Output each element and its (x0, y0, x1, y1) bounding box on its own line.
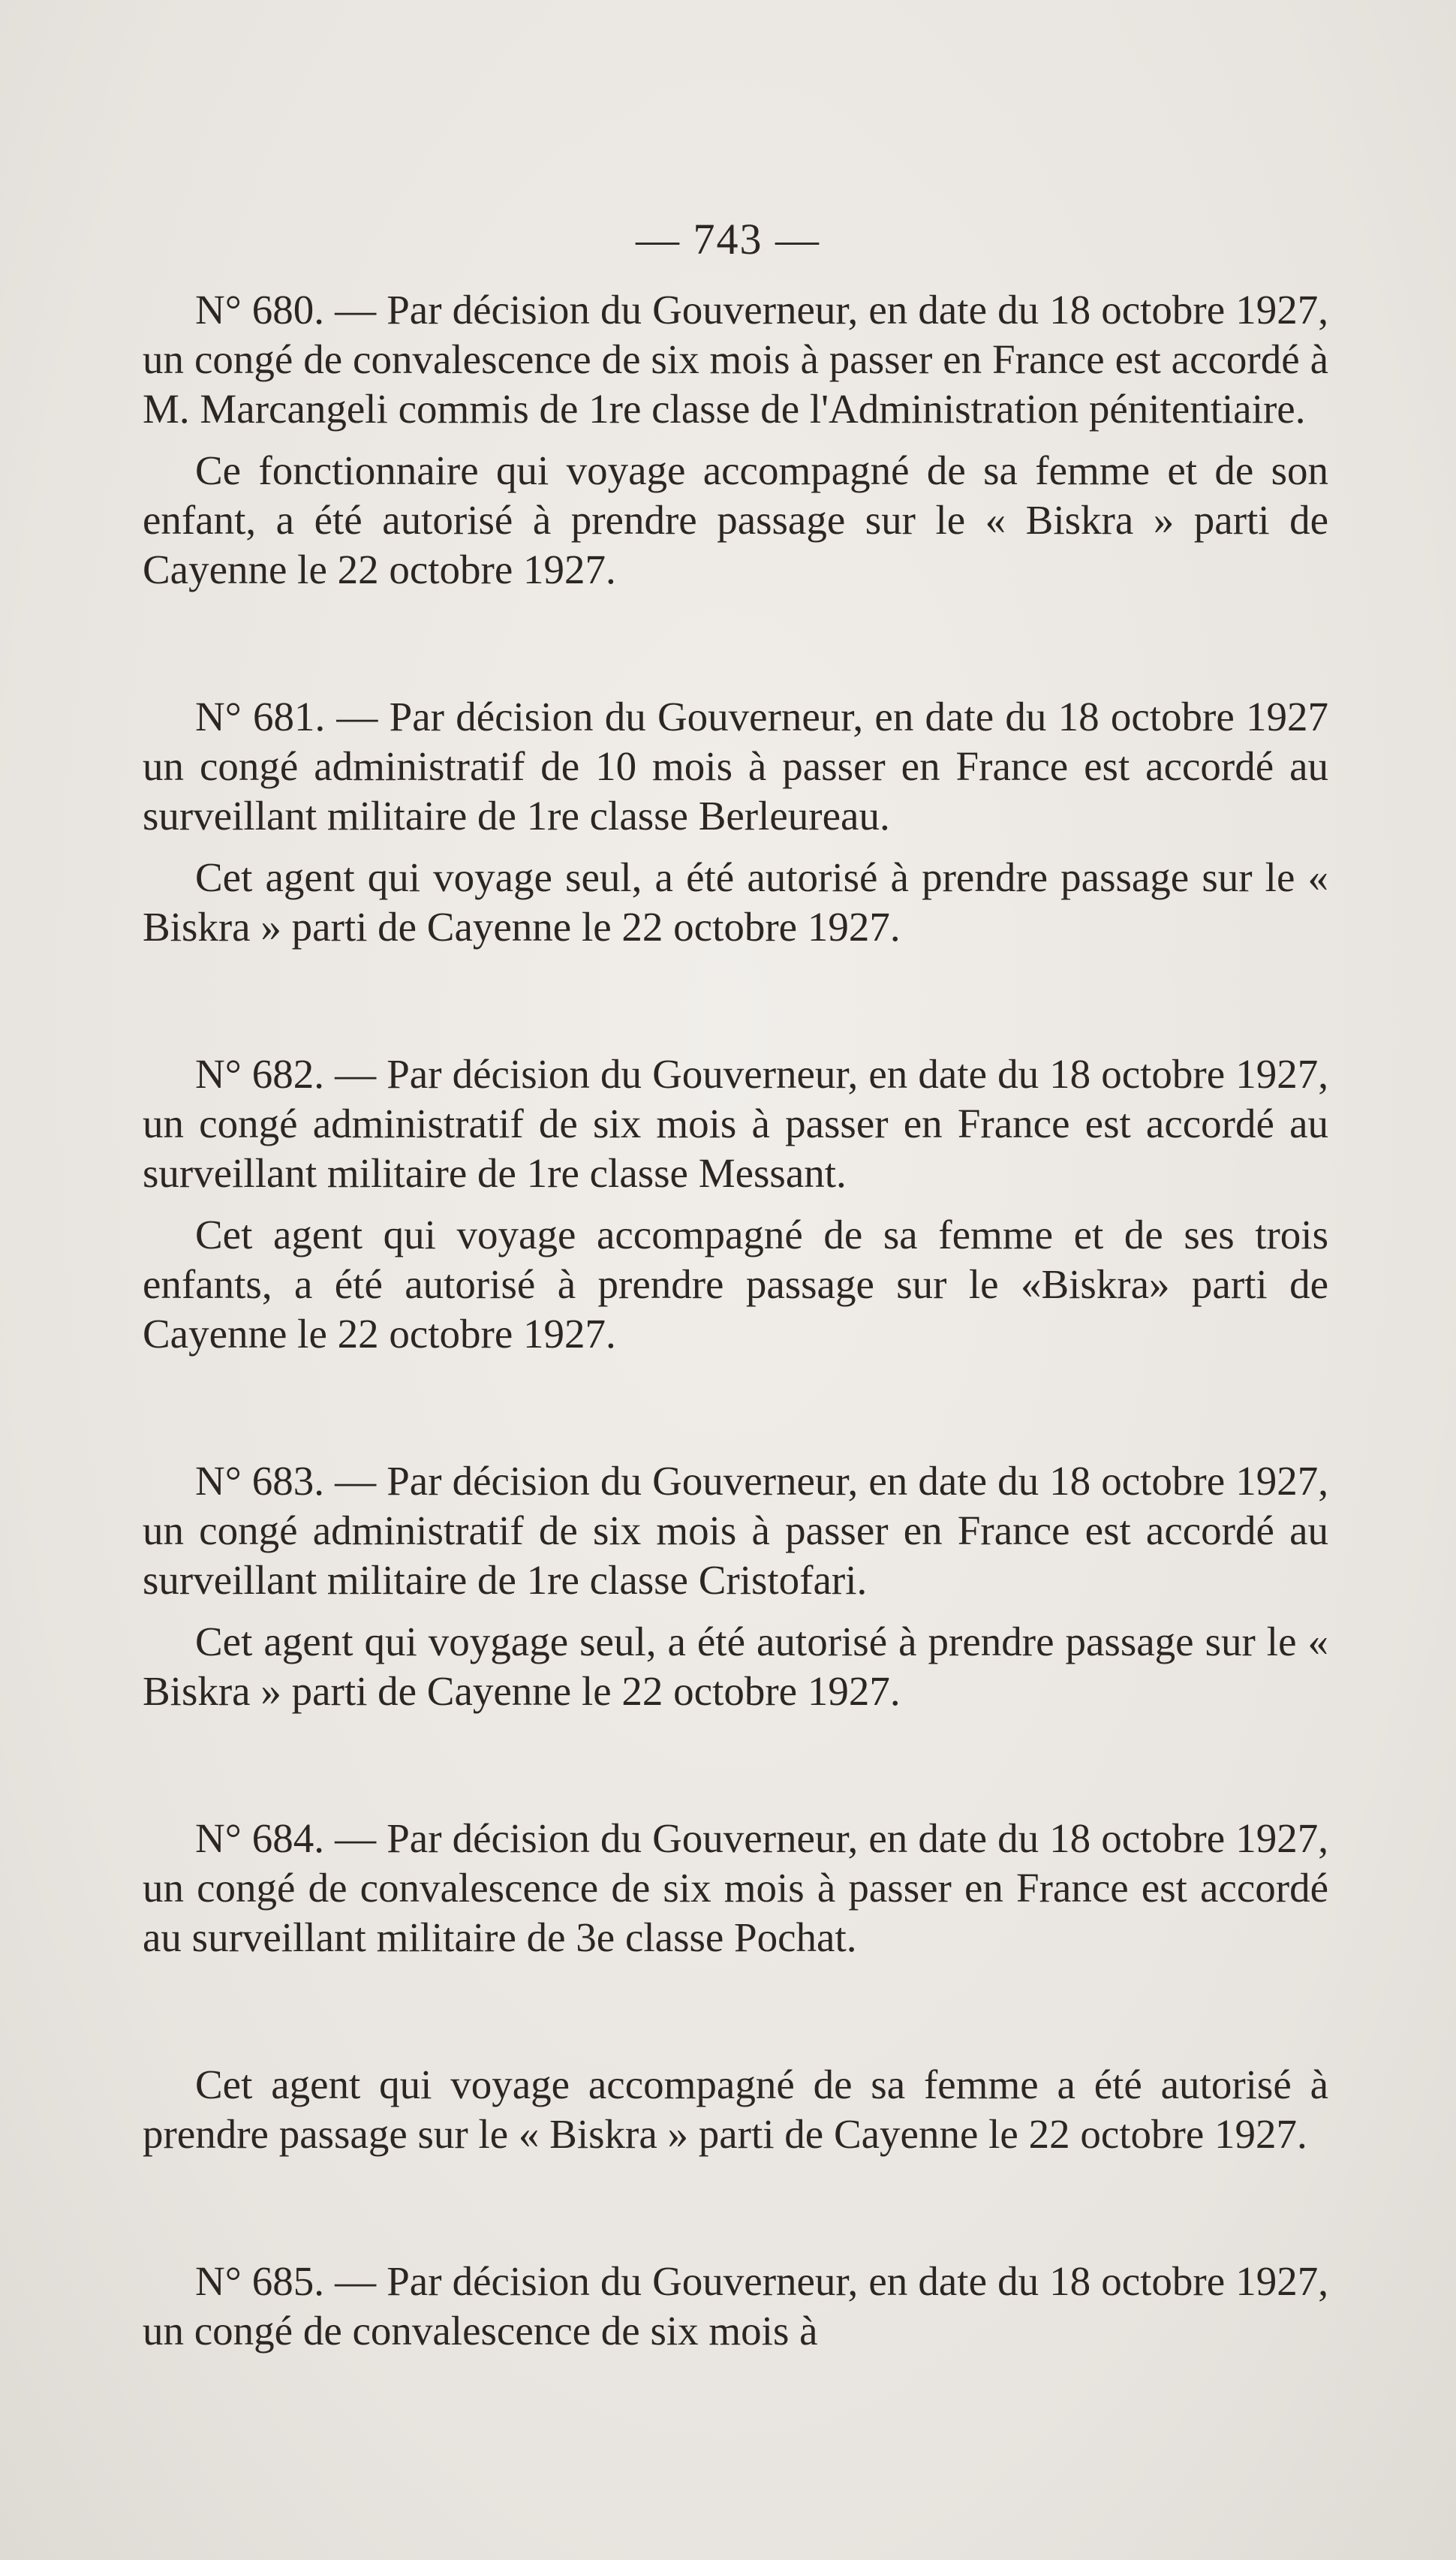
page-number: — 743 — (636, 215, 820, 264)
note-684: Cet agent qui voyage accompagné de sa femme a été autorisé à prendre passage sur le « Biskra » parti de Cayenne le 22 octobre 1927. (143, 2062, 1328, 2157)
decision-681: N° 681. — Par décision du Gouverneur, en date du 18 octobre 1927 un congé administratif de 10 mois à passer en France est accordé au surveillant militaire de 1re classe Berleureau. (143, 694, 1328, 839)
document-body (143, 285, 1328, 2356)
decision-683: N° 683. — Par décision du Gouverneur, en date du 18 octobre 1927, un congé administratif de six mois à passer en France est accordé au surveillant militaire de 1re classe Cristofari. (143, 1458, 1328, 1603)
note-680: Ce fonctionnaire qui voyage accompagné de sa femme et de son enfant, a été autorisé à prendre passage sur le « Biskra » parti de Cayenne le 22 octobre 1927. (143, 447, 1328, 592)
decision-685: N° 685. — Par décision du Gouverneur, en date du 18 octobre 1927, un congé de convalescence de six mois à (143, 2258, 1328, 2354)
note-682: Cet agent qui voyage accompagné de sa femme et de ses trois enfants, a été autorisé à prendre passage sur le «Biskra» parti de Cayenne le 22 octobre 1927. (143, 1212, 1328, 1357)
note-681: Cet agent qui voyage seul, a été autorisé à prendre passage sur le « Biskra » parti de Cayenne le 22 octobre 1927. (143, 854, 1328, 950)
decision-682: N° 682. — Par décision du Gouverneur, en date du 18 octobre 1927, un congé administratif de six mois à passer en France est accordé au surveillant militaire de 1re classe Messant. (143, 1051, 1328, 1196)
decision-680: N° 680. — Par décision du Gouverneur, en date du 18 octobre 1927, un congé de convalescence de six mois à passer en France est accordé à M. Marcangeli commis de 1re classe de l'Administration pénitentiaire. (143, 287, 1328, 432)
decision-684: N° 684. — Par décision du Gouverneur, en date du 18 octobre 1927, un congé de convalescence de six mois à passer en France est accordé au surveillant militaire de 3e classe Pochat. (143, 1815, 1328, 1960)
note-683: Cet agent qui voygage seul, a été autorisé à prendre passage sur le « Biskra » parti de Cayenne le 22 octobre 1927. (143, 1619, 1328, 1714)
